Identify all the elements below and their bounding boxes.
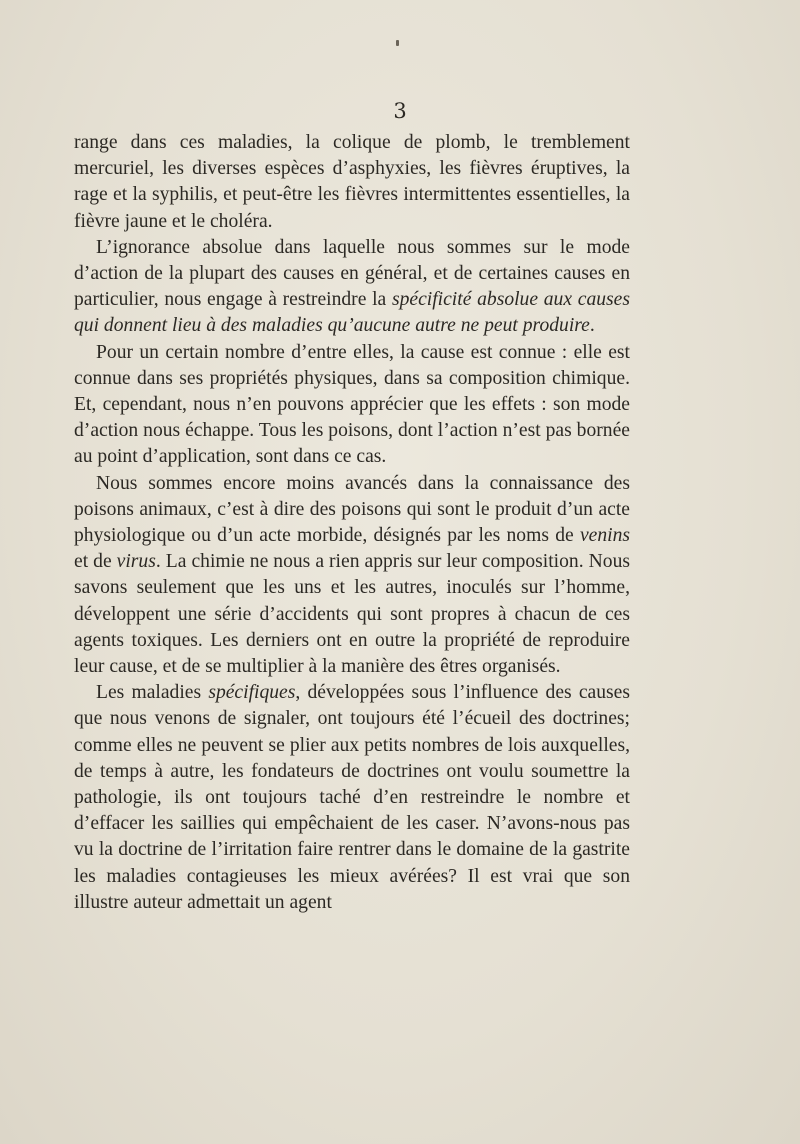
italic-text: venins [579, 525, 630, 547]
italic-text: spécificité absolue aux causes qui donnent lieu à des maladies qu’aucune autre ne peut produire [74, 289, 630, 337]
text-run: . La chimie ne nous a rien appris sur leur composition. Nous savons seulement que les uns et les autres, inoculés sur l’homme, développent une série d’accidents qui sont propres à chacun de ces agents toxiques. Les derniers ont en outre la propriété de reproduire leur cause, et de se multiplier à la manière des êtres organisés. [74, 551, 631, 678]
text-run: Les maladies [96, 682, 209, 704]
text-run: L’ignorance absolue dans laquelle nous sommes sur le mode d’action de la plupart des causes en général, et de certaines causes en particulier, nous engage à restreindre la [74, 236, 630, 311]
text-run: Pour un certain nombre d’entre elles, la cause est connue : elle est connue dans ses propriétés physiques, dans sa composition chimique. Et, cependant, nous n’en pouvons apprécier que les effets : son mode d’action nous échappe. Tous les poisons, dont l’action n’est pas bornée au point d’application, sont dans ce cas. [74, 341, 630, 468]
text-run: Nous sommes encore moins avancés dans la connaissance des poisons animaux, c’est à dire des poisons qui sont le produit d’un acte physiologique ou d’un acte morbide, désignés par les noms de [74, 472, 630, 547]
page-number: 3 [393, 99, 407, 123]
paragraph [74, 340, 630, 471]
paragraph [74, 235, 630, 340]
ink-smudge [396, 40, 399, 46]
paragraph [74, 471, 630, 681]
text-run: et de [74, 551, 117, 573]
text-run: . [589, 315, 595, 337]
body-text [74, 130, 630, 916]
italic-text: spécifiques [208, 682, 296, 704]
italic-text: virus [116, 551, 156, 573]
paragraph [74, 130, 630, 235]
text-run: range dans ces maladies, la colique de plomb, le tremblement mercuriel, les diverses espèces d’asphyxies, les fièvres éruptives, la rage et la syphilis, et peut-être les fièvres intermittentes essentielles, la fièvre jaune et le choléra. [74, 132, 630, 232]
text-run: , développées sous l’influence des causes que nous venons de signaler, ont toujours été l’écueil des doctrines; comme elles ne peuvent se plier aux petits nombres de lois auxquelles, de temps à autre, les fondateurs de doctrines ont voulu soumettre la pathologie, ils ont toujours taché d’en restreindre le nombre et d’effacer les saillies qui empêchaient de les caser. N’avons-nous pas vu la doctrine de l’irritation faire rentrer dans le domaine de la gastrite les maladies contagieuses les mieux avérées? Il est vrai que son illustre auteur admettait un agent [74, 682, 630, 913]
paragraph [74, 680, 630, 916]
